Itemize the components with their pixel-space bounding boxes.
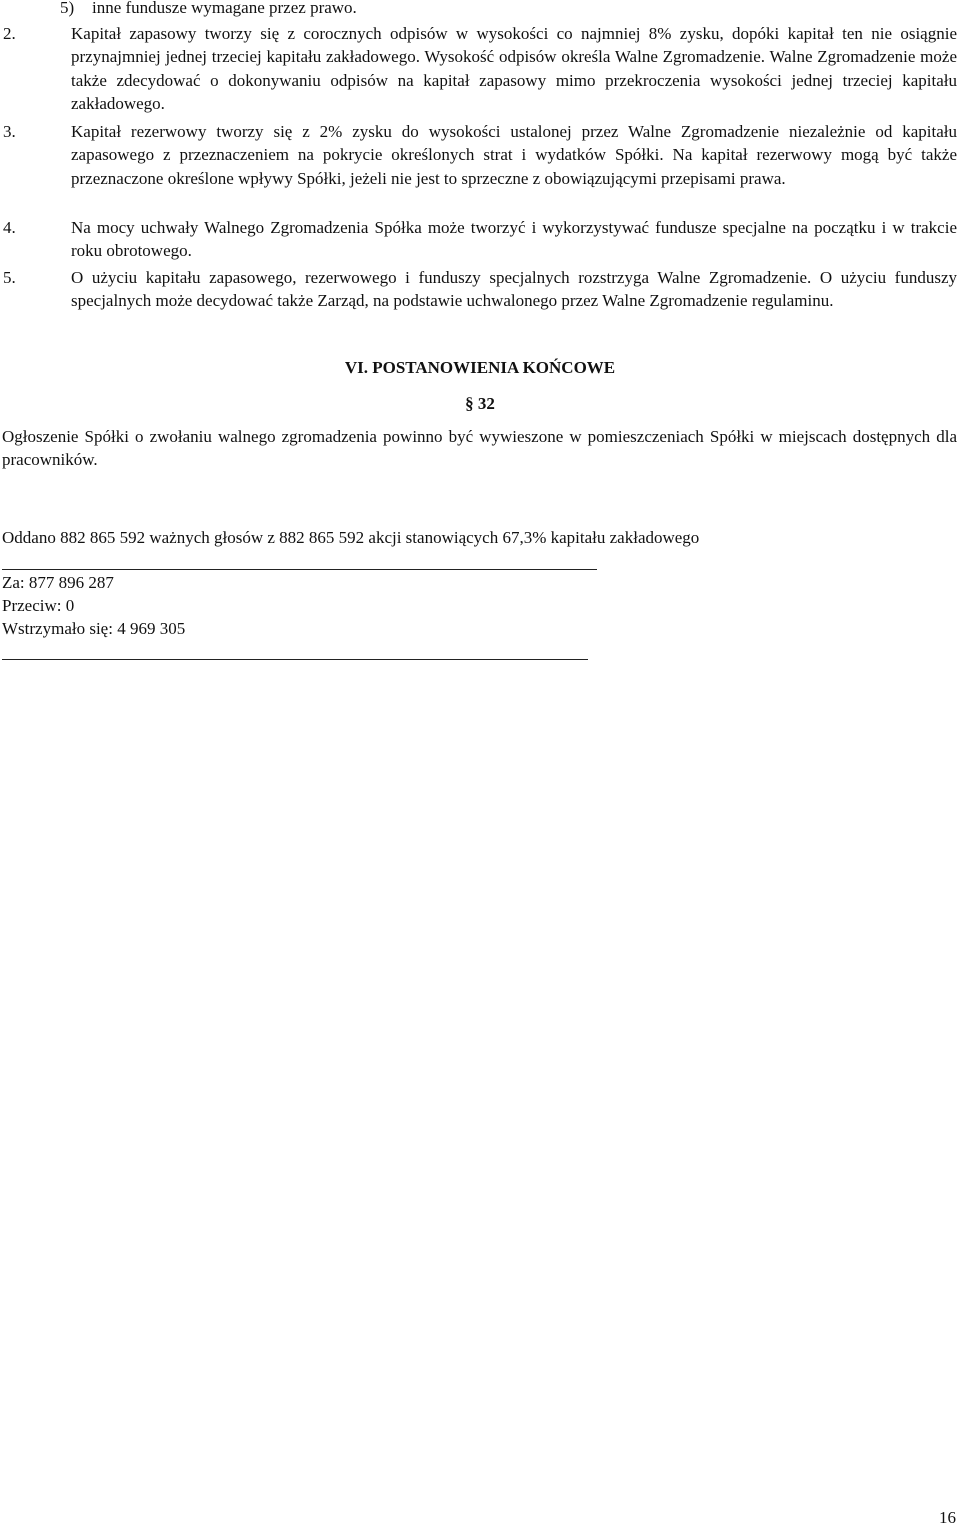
section-heading: VI. POSTANOWIENIA KOŃCOWE xyxy=(344,358,616,377)
divider xyxy=(2,659,588,660)
item-number: 2. xyxy=(3,24,16,43)
paragraph-text: Ogłoszenie Spółki o zwołaniu walnego zgromadzenia powinno być wywieszone w pomieszczeniach Spółki w miejscach dostępnych dla pracowników. xyxy=(2,427,957,470)
item-text: O użyciu kapitału zapasowego, rezerwowego i funduszy specjalnych rozstrzyga Walne Zgromadzenie. O użyciu funduszy specjalnych może decydować także Zarząd, na podstawie uchwalonego przez Walne Zgromadzenie regulaminu. xyxy=(71,268,957,311)
votes-against: Przeciw: 0 xyxy=(2,596,75,615)
sub-item-5 xyxy=(60,0,357,19)
divider xyxy=(2,569,597,570)
page-number: 16 xyxy=(939,1508,956,1527)
item-text: Kapitał zapasowy tworzy się z corocznych odpisów w wysokości co najmniej 8% zysku, dopóki kapitał ten nie osiągnie przynajmniej jednej trzeciej kapitału zakładowego. Wysokość odpisów określa Walne Zgromadzenie. Walne Zgromadzenie może także zdecydować o dokonywaniu odpisów na kapitał zapasowy mimo przekroczenia wysokości jednej trzeciej kapitału zakładowego. xyxy=(71,24,957,113)
votes-abstained: Wstrzymało się: 4 969 305 xyxy=(2,619,186,638)
item-number: 4. xyxy=(3,218,16,237)
item-text: Na mocy uchwały Walnego Zgromadzenia Spółka może tworzyć i wykorzystywać fundusze specjalne na początku i w trakcie roku obrotowego. xyxy=(71,218,957,261)
item-number: 3. xyxy=(3,122,16,141)
sub-item-number: 5) xyxy=(60,0,75,17)
paragraph-mark: § 32 xyxy=(465,394,495,413)
votes-summary: Oddano 882 865 592 ważnych głosów z 882 865 592 akcji stanowiących 67,3% kapitału zakładowego xyxy=(2,528,700,547)
item-text: Kapitał rezerwowy tworzy się z 2% zysku do wysokości ustalonej przez Walne Zgromadzenie niezależnie od kapitału zapasowego z przeznaczeniem na pokrycie określonych strat i wydatków Spółki. Na kapitał rezerwowy mogą być także przeznaczone określone wpływy Spółki, jeżeli nie jest to sprzeczne z obowiązującymi przepisami prawa. xyxy=(71,122,957,188)
sub-item-text: inne fundusze wymagane przez prawo. xyxy=(92,0,357,17)
item-number: 5. xyxy=(3,268,16,287)
votes-for: Za: 877 896 287 xyxy=(2,573,114,592)
